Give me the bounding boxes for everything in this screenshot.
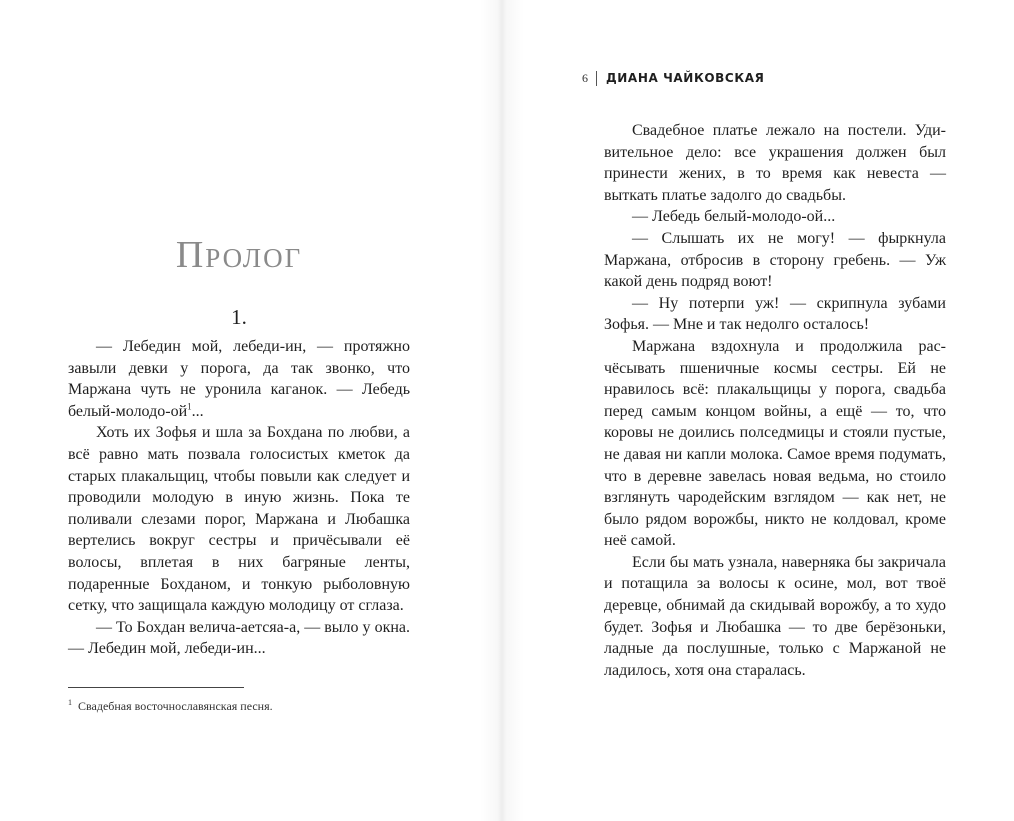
paragraph: Свадебное платье лежало на постели. Удивительное дело: все украшения должен был принести жених, в то время как невеста — выткать платье задолго до свадьбы. (604, 122, 946, 204)
footnote-number: 1 (68, 698, 72, 707)
paragraph: — Ну потерпи уж! — скрипнула зубами Зофья. — Мне и так недолго осталось! (604, 294, 946, 334)
paragraph: — Лебедь белый-молодо-ой... (632, 208, 836, 226)
paragraph (68, 336, 410, 422)
paragraph: Хоть их Зофья и шла за Бохдана по любви, а всё равно мать позвала голосистых кметок да старых плакальщиц, чтобы повыли как следует и проводили молодую в иную жизнь. Пока те поливали слезами порог, Маржана и Любашка вертелись вокруг сестры и причёсывали её волосы, вплетая в них багряные ленты, подаренные Бохданом, и тонкую рыболовную сетку, что защищала каждую молодицу от сглаза. (68, 424, 410, 615)
running-head-author: ДИАНА ЧАЙКОВСКАЯ (606, 71, 765, 85)
running-head-divider (596, 71, 597, 86)
paragraph: — Слышать их не могу! — фыркнула Маржана, отбросив в сторону гребень. — Уж какой день подряд воют! (604, 229, 946, 291)
running-head (582, 68, 764, 88)
left-page (0, 0, 502, 821)
page-number: 6 (582, 70, 588, 85)
footnote (68, 695, 428, 714)
right-page-text (604, 120, 946, 681)
paragraph: — То Бохдан велича-аетсяа-а, — выло у окна. — Лебедин мой, лебеди-ин... (68, 618, 410, 658)
paragraph: Маржана вздохнула и продолжила расчёсывать пшеничные космы сестры. Ей не нравилось всё: плакальщицы у порога, свадьба перед самым концом войны, а ещё — то, что коровы не доились полседмицы и стояли пустые, не давая ни капли молока. Самое время подумать, что в деревне завелась новая ведьма, но стоило взглянуть чародейским взглядом — как нет, не было рядом ворожбы, никто не колдовал, кроме неё самой. (604, 337, 946, 550)
footnote-ref: 1 (187, 401, 192, 412)
book-gutter-shadow (480, 0, 524, 821)
left-page-text (68, 336, 410, 660)
footnote-text: Свадебная восточнославянская песня. (78, 699, 273, 713)
footnote-divider (68, 687, 244, 688)
paragraph-text: — Лебедин мой, лебеди-ин, — протяжно завыли девки у порога, да так звонко, что Маржана чуть не уронила каганок. — Лебедь белый-молодо-ой (68, 338, 410, 420)
section-number: 1. (231, 305, 247, 329)
chapter-title: Пролог (175, 234, 303, 276)
paragraph-text: ... (191, 402, 204, 420)
paragraph: Если бы мать узнала, наверняка бы закричала и потащила за волосы к осине, мол, вот твоё деревце, обнимай да скидывай ворожбу, а то худо будет. Зофья и Любашка — то две берёзоньки, ладные да послушные, только с Маржаной не ладилось, хотя она старалась. (604, 553, 946, 679)
